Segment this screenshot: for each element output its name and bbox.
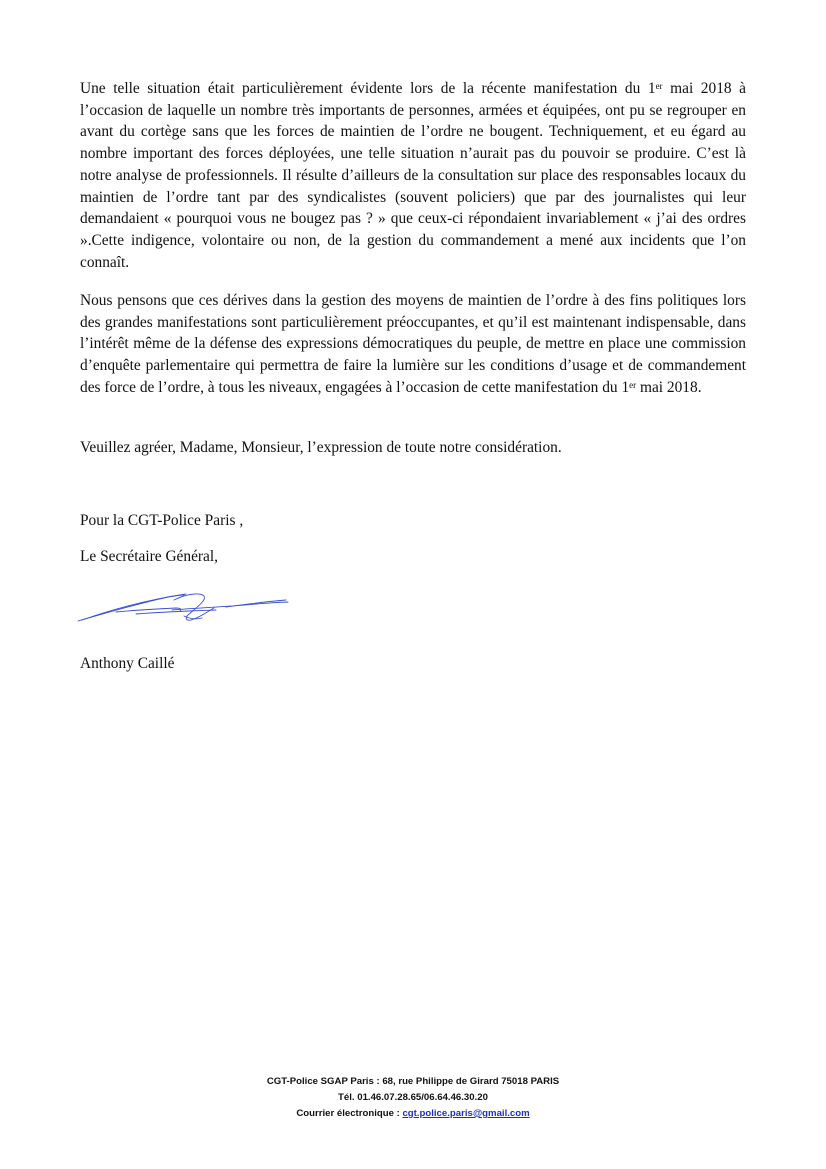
signatory-name: Anthony Caillé (80, 655, 175, 672)
paragraph-commission-request (80, 290, 746, 399)
paragraph-salutation: Veuillez agréer, Madame, Monsieur, l’expression de toute notre considération. (80, 439, 562, 456)
closing-on-behalf: Pour la CGT-Police Paris , (80, 512, 244, 529)
ordinal-superscript: er (655, 81, 663, 91)
footer-contact (0, 1074, 826, 1122)
paragraph-manifestation (80, 78, 746, 273)
ordinal-superscript: er (629, 379, 637, 390)
footer-phone: Tél. 01.46.07.28.65/06.64.46.30.20 (338, 1092, 488, 1103)
footer-email-link[interactable]: cgt.police.paris@gmail.com (402, 1108, 530, 1119)
footer-email-label: Courrier électronique : (296, 1108, 403, 1119)
handwritten-signature (76, 588, 291, 628)
footer-email-line (0, 1106, 826, 1122)
paragraph-text: Une telle situation était particulièrement évidente lors de la récente manifestation du 1 (80, 80, 656, 97)
closing-role: Le Secrétaire Général, (80, 548, 218, 565)
footer-address: CGT-Police SGAP Paris : 68, rue Philippe de Girard 75018 PARIS (266, 1076, 560, 1087)
paragraph-text: Nous pensons que ces dérives dans la gestion des moyens de maintien de l’ordre à des fins politiques lors des grandes manifestations sont particulièrement préoccupantes, et qu’il est maintenant indispensable, dans l’intérêt même de la défense des expressions démocratiques du peuple, de mettre en place une commission d’enquête parlementaire qui permettra de faire la lumière sur les conditions d’usage et de commandement des force de l’ordre, à tous les niveaux, engagées à l’occasion de cette manifestation du 1 (80, 292, 746, 396)
paragraph-text: mai 2018 à l’occasion de laquelle un nombre très importants de personnes, armées et équipées, ont pu se regrouper en avant du cortège sans que les forces de maintien de l’ordre ne bougent. Techniquement, et eu égard au nombre important des forces déployées, une telle situation n’aurait pas du pouvoir se produire. C’est là notre analyse de professionnels. Il résulte d’ailleurs de la consultation sur place des responsables locaux du maintien de l’ordre tant par des syndicalistes (souvent policiers) que par des journalistes qui leur demandaient « pourquoi vous ne bougez pas ? » que ceux-ci répondaient invariablement « j’ai des ordres ».Cette indigence, volontaire ou non, de la gestion du commandement a mené aux incidents que l’on connaît. (80, 80, 746, 271)
paragraph-text: mai 2018. (636, 378, 702, 396)
